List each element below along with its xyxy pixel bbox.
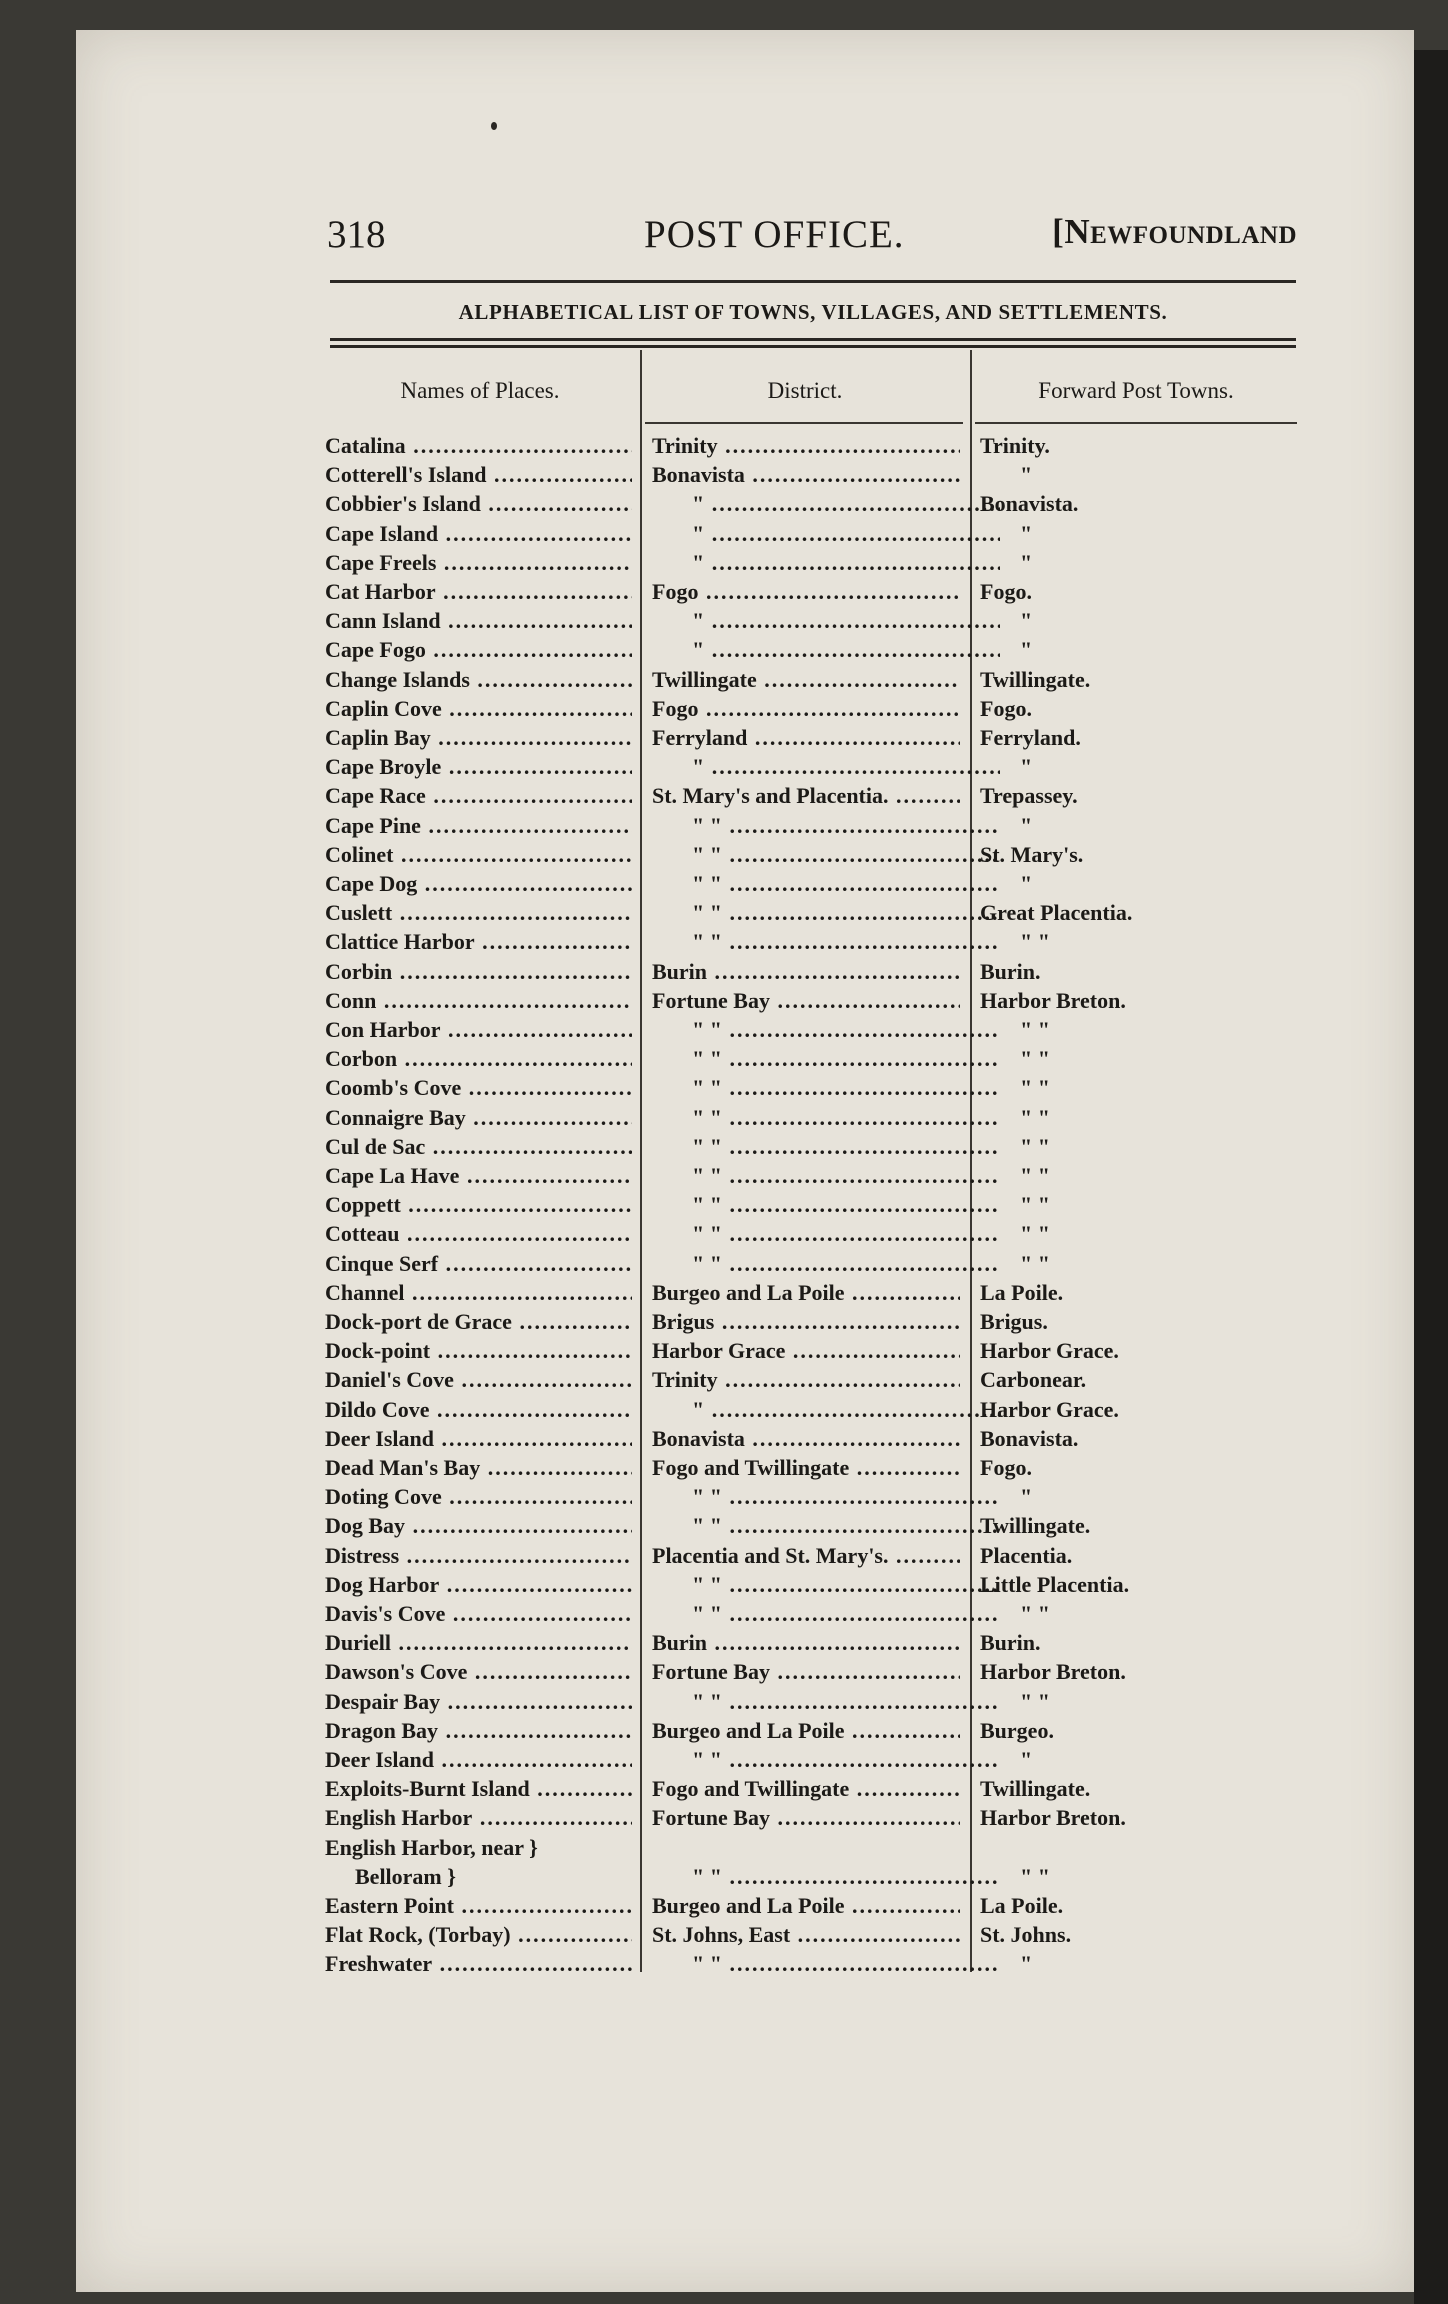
district: " " ..... bbox=[652, 869, 1000, 898]
column-header-forward: Forward Post Towns. bbox=[1038, 378, 1234, 403]
forward-post-town: " " bbox=[1020, 1221, 1050, 1247]
district: " " ..... bbox=[652, 1161, 1000, 1190]
place-name: Exploits-Burnt Island ..... bbox=[325, 1774, 632, 1803]
place-name: Cape Race ..... bbox=[325, 781, 632, 810]
forward-post-town: " " bbox=[1020, 1075, 1050, 1101]
place-name: Colinet ..... bbox=[325, 840, 632, 869]
forward-post-town: Twillingate. bbox=[980, 666, 1091, 692]
district: " ..... bbox=[652, 519, 1000, 548]
running-head: POST OFFICE. bbox=[644, 213, 905, 256]
forward-post-town: " " bbox=[1020, 1192, 1050, 1218]
forward-post-town: " " bbox=[1020, 1046, 1050, 1072]
district: Bonavista ..... bbox=[652, 1424, 960, 1453]
table-row bbox=[0, 1716, 1448, 1745]
forward-post-town: Ferryland. bbox=[980, 725, 1081, 750]
forward-post-town: " bbox=[1020, 754, 1033, 780]
forward-post-town: " bbox=[1020, 1747, 1033, 1772]
place-name: Dragon Bay ..... bbox=[325, 1716, 632, 1745]
place-name: Daniel's Cove ..... bbox=[325, 1365, 632, 1394]
table-row bbox=[0, 1599, 1448, 1628]
district bbox=[652, 1833, 960, 1862]
district: Trinity ..... bbox=[652, 1365, 960, 1394]
place-name: Channel ..... bbox=[325, 1278, 632, 1307]
place-name: Cape La Have ..... bbox=[325, 1161, 632, 1190]
forward-post-town: " " bbox=[1020, 1688, 1050, 1714]
district: " " ..... bbox=[652, 1132, 1000, 1161]
table-row bbox=[0, 957, 1448, 986]
district: " ..... bbox=[652, 489, 1000, 518]
ink-blemish bbox=[491, 122, 497, 130]
table-row bbox=[0, 431, 1448, 460]
table-row bbox=[0, 1336, 1448, 1365]
district: " ..... bbox=[652, 606, 1000, 635]
district: Ferryland ..... bbox=[652, 723, 960, 752]
forward-post-town: " bbox=[1020, 871, 1033, 896]
table-row bbox=[0, 1453, 1448, 1482]
table-row bbox=[0, 781, 1448, 810]
place-name: Coomb's Cove ..... bbox=[325, 1073, 632, 1102]
district: Burin ..... bbox=[652, 1628, 960, 1657]
place-name: Doting Cove ..... bbox=[325, 1482, 632, 1511]
place-name: Cinque Serf ..... bbox=[325, 1249, 632, 1278]
forward-post-town: Fogo. bbox=[980, 579, 1032, 604]
district: " " ..... bbox=[652, 1044, 1000, 1073]
place-name: Dock-point ..... bbox=[325, 1336, 632, 1365]
table-row bbox=[0, 811, 1448, 840]
forward-post-town: Fogo. bbox=[980, 1455, 1032, 1480]
forward-post-town: Harbor Grace. bbox=[980, 1338, 1119, 1364]
forward-post-town: La Poile. bbox=[980, 1893, 1064, 1918]
place-name: Conn ..... bbox=[325, 986, 632, 1015]
table-row bbox=[0, 986, 1448, 1015]
place-name: Cape Dog ..... bbox=[325, 869, 632, 898]
district: Burgeo and La Poile ..... bbox=[652, 1891, 960, 1920]
forward-post-town: Placentia. bbox=[980, 1542, 1073, 1568]
district: " " ..... bbox=[652, 1015, 1000, 1044]
table-row bbox=[0, 1132, 1448, 1161]
district: " " ..... bbox=[652, 1949, 1000, 1978]
district: " " ..... bbox=[652, 898, 1000, 927]
district: " " ..... bbox=[652, 1570, 1000, 1599]
district: " " ..... bbox=[652, 1745, 1000, 1774]
place-name: Cape Broyle ..... bbox=[325, 752, 632, 781]
table-row bbox=[0, 752, 1448, 781]
place-name: Con Harbor ..... bbox=[325, 1015, 632, 1044]
header-rule bbox=[330, 280, 1296, 283]
forward-post-town: " bbox=[1020, 608, 1033, 634]
table-row bbox=[0, 1949, 1448, 1978]
table-row bbox=[0, 1803, 1448, 1832]
place-name: Connaigre Bay ..... bbox=[325, 1103, 632, 1132]
table-row bbox=[0, 1249, 1448, 1278]
forward-post-town: Great Placentia. bbox=[980, 900, 1133, 926]
forward-post-town: Little Placentia. bbox=[980, 1571, 1130, 1597]
forward-post-town: " " bbox=[1020, 1133, 1050, 1159]
district: " ..... bbox=[652, 1395, 1000, 1424]
forward-post-town: Harbor Grace. bbox=[980, 1396, 1119, 1422]
place-name: Freshwater ..... bbox=[325, 1949, 632, 1978]
district: " ..... bbox=[652, 635, 1000, 664]
district: St. Johns, East ..... bbox=[652, 1920, 960, 1949]
district: " " ..... bbox=[652, 1103, 1000, 1132]
table-row bbox=[0, 1161, 1448, 1190]
place-name: Change Islands ..... bbox=[325, 665, 632, 694]
table-row bbox=[0, 869, 1448, 898]
district: Fogo ..... bbox=[652, 577, 960, 606]
place-name: Corbon ..... bbox=[325, 1044, 632, 1073]
district: " ..... bbox=[652, 752, 1000, 781]
forward-post-town bbox=[980, 1833, 1300, 1862]
forward-post-town: " bbox=[1020, 462, 1033, 488]
table-row bbox=[0, 1833, 1448, 1862]
place-name: Belloram } bbox=[355, 1863, 456, 1889]
table-row bbox=[0, 460, 1448, 489]
table-row bbox=[0, 1891, 1448, 1920]
place-name: Duriell ..... bbox=[325, 1628, 632, 1657]
list-title: ALPHABETICAL LIST OF TOWNS, VILLAGES, AND SETTLEMENTS. bbox=[458, 300, 1168, 324]
district: " " ..... bbox=[652, 1249, 1000, 1278]
table-row bbox=[0, 1015, 1448, 1044]
place-name: Cotteau ..... bbox=[325, 1219, 632, 1248]
table-row bbox=[0, 1219, 1448, 1248]
forward-post-town: Burin. bbox=[980, 1630, 1041, 1656]
district: " " ..... bbox=[652, 1862, 1000, 1891]
forward-post-town: " " bbox=[1020, 1250, 1050, 1276]
forward-post-town: Bonavista. bbox=[980, 491, 1079, 517]
place-name: Distress ..... bbox=[325, 1541, 632, 1570]
district: " ..... bbox=[652, 548, 1000, 577]
district-underline bbox=[645, 422, 963, 424]
table-row bbox=[0, 1044, 1448, 1073]
table-row bbox=[0, 1862, 1448, 1891]
table-row bbox=[0, 1190, 1448, 1219]
table-row bbox=[0, 1511, 1448, 1540]
forward-post-town: Burgeo. bbox=[980, 1717, 1054, 1743]
district: Fortune Bay ..... bbox=[652, 1657, 960, 1686]
table-row bbox=[0, 1657, 1448, 1686]
district: Fortune Bay ..... bbox=[652, 986, 960, 1015]
forward-post-town: " bbox=[1020, 1484, 1033, 1510]
place-name: Cotterell's Island ..... bbox=[325, 460, 632, 489]
place-name: Dawson's Cove ..... bbox=[325, 1657, 632, 1686]
title-double-rule bbox=[330, 338, 1296, 348]
place-name: Clattice Harbor ..... bbox=[325, 927, 632, 956]
table-row bbox=[0, 606, 1448, 635]
place-name: Eastern Point ..... bbox=[325, 1891, 632, 1920]
place-name: Despair Bay ..... bbox=[325, 1687, 632, 1716]
forward-post-town: " bbox=[1020, 1951, 1033, 1977]
forward-post-town: Twillingate. bbox=[980, 1776, 1091, 1802]
district: Burgeo and La Poile ..... bbox=[652, 1716, 960, 1745]
place-name: Caplin Cove ..... bbox=[325, 694, 632, 723]
place-name: Cape Island ..... bbox=[325, 519, 632, 548]
place-name: Coppett ..... bbox=[325, 1190, 632, 1219]
district: Fogo and Twillingate ..... bbox=[652, 1774, 960, 1803]
district: " " ..... bbox=[652, 1190, 1000, 1219]
table-row bbox=[0, 635, 1448, 664]
section-heading: [Newfoundland bbox=[1052, 212, 1297, 251]
place-name: Cann Island ..... bbox=[325, 606, 632, 635]
district: Fogo and Twillingate ..... bbox=[652, 1453, 960, 1482]
place-name: Cul de Sac ..... bbox=[325, 1132, 632, 1161]
place-name: Dock-port de Grace ..... bbox=[325, 1307, 632, 1336]
district: Twillingate ..... bbox=[652, 665, 960, 694]
forward-post-town: " bbox=[1020, 637, 1033, 663]
table-row bbox=[0, 1628, 1448, 1657]
district: " " ..... bbox=[652, 1687, 1000, 1716]
district: " " ..... bbox=[652, 1219, 1000, 1248]
table-row bbox=[0, 927, 1448, 956]
district: Trinity ..... bbox=[652, 431, 960, 460]
place-name: Cuslett ..... bbox=[325, 898, 632, 927]
forward-post-town: Bonavista. bbox=[980, 1425, 1079, 1451]
place-name: Dog Harbor ..... bbox=[325, 1570, 632, 1599]
place-name: Cobbier's Island ..... bbox=[325, 489, 632, 518]
table-row bbox=[0, 548, 1448, 577]
table-row bbox=[0, 1103, 1448, 1132]
district: " " ..... bbox=[652, 1511, 1000, 1540]
forward-post-town: Harbor Breton. bbox=[980, 1805, 1126, 1831]
forward-post-town: Harbor Breton. bbox=[980, 987, 1126, 1013]
place-name: Cape Fogo ..... bbox=[325, 635, 632, 664]
table-row bbox=[0, 1278, 1448, 1307]
page-number: 318 bbox=[327, 213, 386, 256]
place-name: Caplin Bay ..... bbox=[325, 723, 632, 752]
table-row bbox=[0, 1687, 1448, 1716]
forward-post-town: Trinity. bbox=[980, 433, 1050, 458]
forward-post-town: Twillingate. bbox=[980, 1513, 1091, 1539]
forward-post-town: " bbox=[1020, 549, 1033, 575]
place-name: English Harbor ..... bbox=[325, 1803, 632, 1832]
table-row bbox=[0, 577, 1448, 606]
place-name: Dead Man's Bay ..... bbox=[325, 1453, 632, 1482]
table-row bbox=[0, 1073, 1448, 1102]
district: " " ..... bbox=[652, 811, 1000, 840]
forward-post-town: " bbox=[1020, 812, 1033, 838]
table-row bbox=[0, 1774, 1448, 1803]
table-row bbox=[0, 723, 1448, 752]
forward-post-town: Brigus. bbox=[980, 1309, 1048, 1334]
district: " " ..... bbox=[652, 1482, 1000, 1511]
district: " " ..... bbox=[652, 840, 1000, 869]
forward-post-town: " " bbox=[1020, 1163, 1050, 1188]
forward-post-town: Trepassey. bbox=[980, 783, 1078, 809]
district: Brigus ..... bbox=[652, 1307, 960, 1336]
forward-post-town: " " bbox=[1020, 1017, 1050, 1042]
district: Harbor Grace ..... bbox=[652, 1336, 960, 1365]
place-name: Deer Island ..... bbox=[325, 1424, 632, 1453]
column-header-names: Names of Places. bbox=[400, 378, 560, 403]
district: Burin ..... bbox=[652, 957, 960, 986]
place-name: Davis's Cove ..... bbox=[325, 1599, 632, 1628]
place-name: Catalina ..... bbox=[325, 431, 632, 460]
district: Fortune Bay ..... bbox=[652, 1803, 960, 1832]
place-name: Corbin ..... bbox=[325, 957, 632, 986]
forward-post-town: " " bbox=[1020, 1601, 1050, 1626]
place-name: Cat Harbor ..... bbox=[325, 577, 632, 606]
table-row bbox=[0, 1570, 1448, 1599]
table-row bbox=[0, 1920, 1448, 1949]
forward-post-town: St. Johns. bbox=[980, 1922, 1072, 1948]
table-row bbox=[0, 840, 1448, 869]
table-row bbox=[0, 489, 1448, 518]
table-row bbox=[0, 898, 1448, 927]
table-row bbox=[0, 665, 1448, 694]
place-name: Cape Freels ..... bbox=[325, 548, 632, 577]
forward-post-town: " " bbox=[1020, 929, 1050, 955]
forward-post-town: Fogo. bbox=[980, 695, 1032, 721]
forward-underline bbox=[975, 422, 1297, 424]
district: Bonavista ..... bbox=[652, 460, 960, 489]
forward-post-town: Carbonear. bbox=[980, 1367, 1087, 1393]
forward-post-town: Harbor Breton. bbox=[980, 1659, 1126, 1685]
table-row bbox=[0, 1745, 1448, 1774]
place-name: English Harbor, near } bbox=[325, 1834, 538, 1860]
place-name: Dog Bay ..... bbox=[325, 1511, 632, 1540]
column-header-district: District. bbox=[767, 378, 843, 403]
table-row bbox=[0, 694, 1448, 723]
table-row bbox=[0, 1424, 1448, 1453]
table-row bbox=[0, 1482, 1448, 1511]
table-row bbox=[0, 519, 1448, 548]
district: " " ..... bbox=[652, 1073, 1000, 1102]
forward-post-town: " " bbox=[1020, 1863, 1050, 1889]
district: Burgeo and La Poile ..... bbox=[652, 1278, 960, 1307]
forward-post-town: St. Mary's. bbox=[980, 841, 1084, 867]
district: St. Mary's and Placentia. ..... bbox=[652, 781, 960, 810]
district: " " ..... bbox=[652, 927, 1000, 956]
table-row bbox=[0, 1395, 1448, 1424]
district: Fogo ..... bbox=[652, 694, 960, 723]
district: " " ..... bbox=[652, 1599, 1000, 1628]
table-row bbox=[0, 1307, 1448, 1336]
place-name: Flat Rock, (Torbay) ..... bbox=[325, 1920, 632, 1949]
forward-post-town: " bbox=[1020, 520, 1033, 546]
forward-post-town: " " bbox=[1020, 1104, 1050, 1130]
page-header bbox=[327, 212, 1297, 272]
forward-post-town: Burin. bbox=[980, 958, 1041, 984]
forward-post-town: La Poile. bbox=[980, 1279, 1064, 1305]
place-name: Deer Island ..... bbox=[325, 1745, 632, 1774]
district: Placentia and St. Mary's. ..... bbox=[652, 1541, 960, 1570]
table-row bbox=[0, 1541, 1448, 1570]
table-row bbox=[0, 1365, 1448, 1394]
place-name: Dildo Cove ..... bbox=[325, 1395, 632, 1424]
place-name: Cape Pine ..... bbox=[325, 811, 632, 840]
